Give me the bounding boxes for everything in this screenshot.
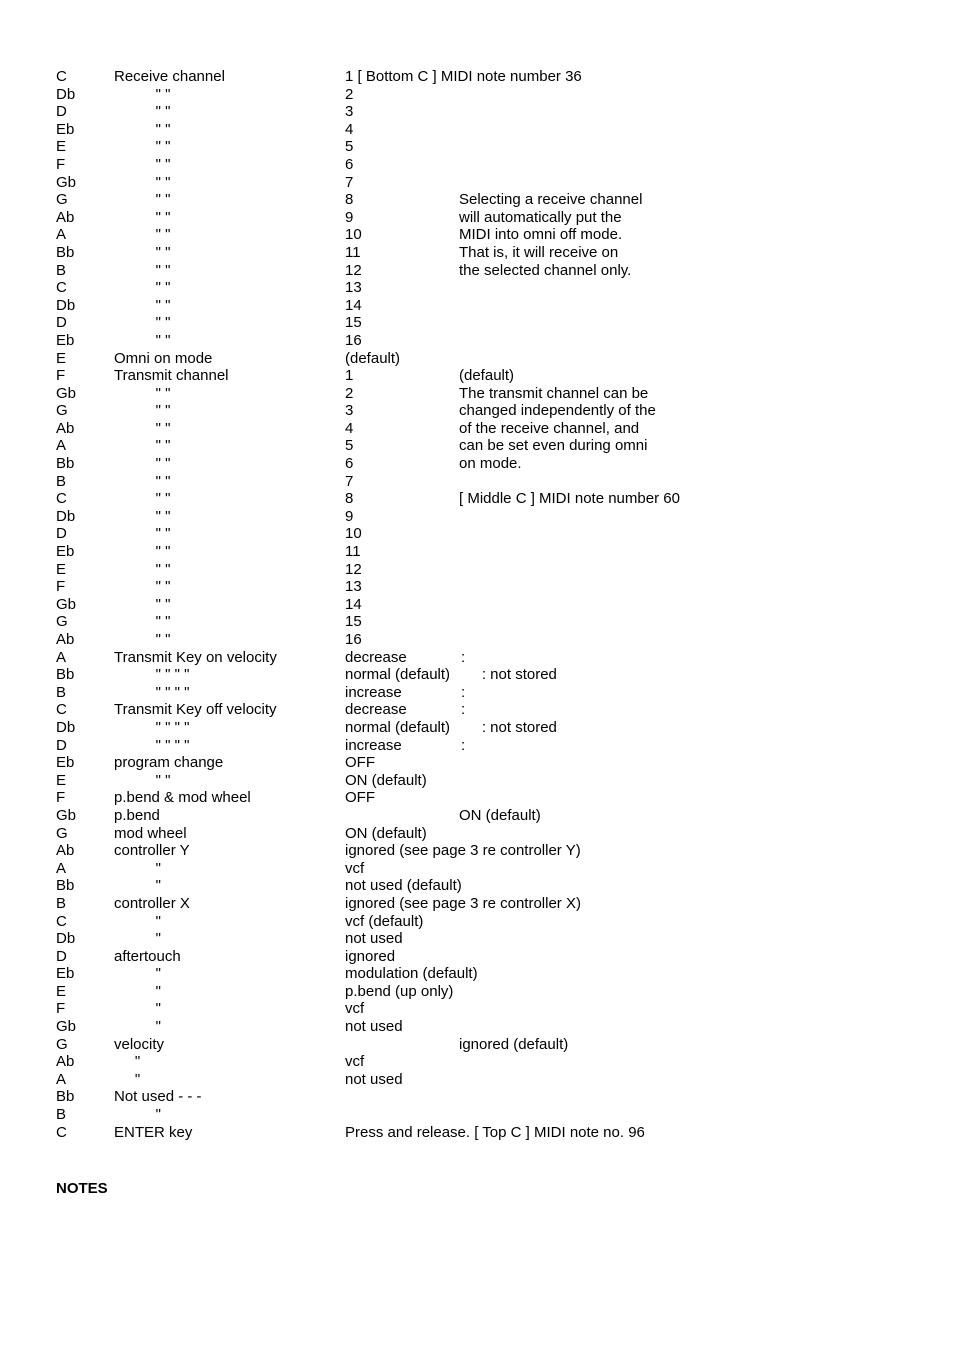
function-name: " [114,1106,161,1124]
function-name: " " [114,771,171,789]
setting-value: vcf [345,859,365,877]
setting-value: 14 [345,296,362,314]
table-row [56,719,916,737]
table-row [56,1088,916,1106]
setting-value: modulation (default) [345,965,478,983]
table-row [56,279,916,297]
setting-value: ON (default) [345,824,427,842]
table-row [56,807,916,825]
table-row [56,913,916,931]
table-row [56,490,916,508]
table-row [56,1071,916,1089]
key-note: Gb [56,173,77,191]
setting-description: can be set even during omni [459,437,648,455]
setting-value: 15 [345,613,362,631]
table-row [56,121,916,139]
setting-value: not used [345,1070,403,1088]
function-name: " " " " [114,683,190,701]
function-name: aftertouch [114,947,181,965]
key-note: F [56,367,66,385]
function-name: " " [114,226,171,244]
table-row [56,191,916,209]
table-row [56,930,916,948]
key-note: Bb [56,243,75,261]
key-note: G [56,191,68,209]
setting-value: 7 [345,173,354,191]
setting-value: OFF [345,754,375,772]
setting-value: 5 [345,437,354,455]
table-row [56,156,916,174]
function-name: " [114,982,161,1000]
table-row [56,455,916,473]
key-note: Eb [56,331,75,349]
function-name: " " [114,613,171,631]
setting-description: changed independently of the [459,402,656,420]
table-row [56,314,916,332]
function-name: " " [114,261,171,279]
function-name: " " [114,314,171,332]
setting-value: OFF [345,789,375,807]
table-row [56,1000,916,1018]
function-name: " " [114,595,171,613]
setting-value: 3 [345,103,354,121]
table-row [56,297,916,315]
notes-heading: NOTES [56,1180,108,1197]
setting-value: 4 [345,120,354,138]
setting-value: 10 [345,226,362,244]
key-note: E [56,349,67,367]
table-row [56,226,916,244]
table-row [56,754,916,772]
setting-value: normal (default) [345,666,451,684]
key-note: F [56,1000,66,1018]
function-name: " " [114,631,171,648]
function-name: " " [114,191,171,209]
setting-description: ON (default) [459,806,541,824]
key-note: C [56,68,67,85]
setting-value: 12 [345,560,362,578]
key-note: E [56,138,67,156]
key-note: E [56,560,67,578]
table-row [56,561,916,579]
setting-description: (default) [459,367,515,385]
table-row [56,666,916,684]
function-name: Receive channel [114,68,225,85]
key-note: Eb [56,965,75,983]
table-row [56,543,916,561]
storage-note: : [461,701,466,719]
function-name: " " " " [114,666,190,684]
function-name: velocity [114,1035,165,1053]
key-note: D [56,736,67,754]
function-name: " " [114,472,171,490]
function-name: " " " " [114,736,190,754]
key-note: E [56,771,67,789]
setting-value: 11 [345,243,361,261]
key-note: Eb [56,543,75,561]
setting-description: Selecting a receive channel [459,191,643,209]
key-note: B [56,894,67,912]
table-row [56,842,916,860]
key-note: E [56,982,67,1000]
key-note: Ab [56,419,75,437]
function-name: mod wheel [114,824,187,842]
key-note: Gb [56,806,77,824]
midi-settings-table [56,68,916,1141]
setting-value: 16 [345,631,362,648]
key-note: B [56,683,67,701]
setting-value: ignored [345,947,396,965]
function-name: ENTER key [114,1123,193,1141]
function-name: " [114,1018,161,1036]
table-row [56,701,916,719]
function-name: " [114,1000,161,1018]
key-note: C [56,490,67,508]
table-row [56,789,916,807]
setting-value: 13 [345,279,362,297]
setting-description: That is, it will receive on [459,243,619,261]
setting-description: on mode. [459,455,522,473]
setting-value: ignored (see page 3 re controller X) [345,894,581,912]
key-note: Ab [56,208,75,226]
function-name: " " [114,543,171,561]
table-row [56,772,916,790]
key-note: C [56,1123,67,1141]
setting-value: 2 [345,85,354,103]
key-note: B [56,1106,67,1124]
setting-value: p.bend (up only) [345,982,454,1000]
key-note: D [56,525,67,543]
setting-value: 4 [345,419,354,437]
function-name: " " [114,437,171,455]
key-note: Gb [56,1018,77,1036]
setting-value: 15 [345,314,362,332]
setting-value: vcf (default) [345,912,424,930]
function-name: " [114,1070,141,1088]
key-note: A [56,226,67,244]
key-note: D [56,314,67,332]
table-row [56,877,916,895]
key-note: Bb [56,455,75,473]
setting-description: of the receive channel, and [459,419,640,437]
function-name: " [114,1053,141,1071]
table-row [56,138,916,156]
key-note: D [56,947,67,965]
table-row [56,1106,916,1124]
table-row [56,737,916,755]
function-name: " " [114,384,171,402]
table-row [56,262,916,280]
key-note: Gb [56,384,77,402]
function-name: " " [114,243,171,261]
setting-description: The transmit channel can be [459,384,649,402]
function-name: " " [114,120,171,138]
setting-description: ignored (default) [459,1035,569,1053]
table-row [56,367,916,385]
function-name: Transmit channel [114,367,229,385]
table-row [56,525,916,543]
function-name: " [114,912,161,930]
table-row [56,420,916,438]
setting-value: vcf [345,1053,365,1071]
storage-note: : [461,736,466,754]
table-row [56,965,916,983]
key-note: Gb [56,595,77,613]
setting-value: ON (default) [345,771,427,789]
function-name: " " [114,490,171,508]
table-row [56,948,916,966]
key-note: G [56,824,68,842]
setting-value: ignored (see page 3 re controller Y) [345,842,581,860]
key-note: Db [56,85,76,103]
table-row [56,68,916,86]
key-note: D [56,103,67,121]
table-row [56,895,916,913]
function-name: " " [114,279,171,297]
key-note: B [56,472,67,490]
setting-value: decrease [345,648,407,666]
setting-value: 14 [345,595,362,613]
setting-value: 7 [345,472,354,490]
key-note: F [56,789,66,807]
table-row [56,1036,916,1054]
table-row [56,613,916,631]
table-row [56,103,916,121]
key-note: Db [56,296,76,314]
key-note: Db [56,930,76,948]
setting-value: 5 [345,138,354,156]
function-name: " [114,877,161,895]
key-note: C [56,701,67,719]
table-row [56,684,916,702]
setting-value: 3 [345,402,354,420]
key-note: Eb [56,120,75,138]
setting-value: 1 [345,367,354,385]
function-name: controller Y [114,842,190,860]
function-name: controller X [114,894,190,912]
function-name: " " [114,507,171,525]
table-row [56,1053,916,1071]
setting-value: not used [345,930,403,948]
setting-value: (default) [345,349,401,367]
table-row [56,631,916,649]
function-name: " " [114,455,171,473]
key-note: Ab [56,631,75,648]
storage-note: : [461,648,466,666]
key-note: Eb [56,754,75,772]
setting-description: MIDI into omni off mode. [459,226,623,244]
key-note: G [56,402,68,420]
table-row [56,209,916,227]
key-note: Db [56,718,76,736]
function-name: Not used - - - [114,1088,202,1106]
function-name: " " [114,560,171,578]
table-row [56,1018,916,1036]
setting-value: increase [345,736,402,754]
table-row [56,350,916,368]
function-name: program change [114,754,224,772]
key-note: Ab [56,842,75,860]
function-name: " " [114,85,171,103]
function-name: " " [114,331,171,349]
function-name: " " [114,578,171,596]
setting-value: 10 [345,525,362,543]
key-note: A [56,859,67,877]
table-row [56,983,916,1001]
function-name: " " [114,402,171,420]
key-note: F [56,155,66,173]
storage-note: : not stored [461,718,557,736]
function-name: " " [114,173,171,191]
setting-description: the selected channel only. [459,261,632,279]
table-row [56,596,916,614]
function-name: " [114,930,161,948]
key-note: G [56,1035,68,1053]
key-note: G [56,613,68,631]
table-row [56,174,916,192]
function-name: " " [114,138,171,156]
setting-description: will automatically put the [459,208,622,226]
table-row [56,649,916,667]
function-name: " [114,965,161,983]
setting-value: not used (default) [345,877,462,895]
key-note: A [56,1070,67,1088]
table-row [56,86,916,104]
function-name: Omni on mode [114,349,213,367]
table-row [56,332,916,350]
key-note: F [56,578,66,596]
setting-value: 13 [345,578,362,596]
setting-value: 6 [345,155,354,173]
function-name: " " [114,208,171,226]
key-note: Ab [56,1053,75,1071]
function-name: Transmit Key off velocity [114,701,277,719]
function-name: " [114,859,161,877]
key-note: A [56,437,67,455]
setting-value: decrease [345,701,407,719]
setting-value: vcf [345,1000,365,1018]
setting-value: 9 [345,507,354,525]
function-name: " " [114,525,171,543]
function-name: p.bend [114,806,160,824]
table-row [56,402,916,420]
function-name: " " [114,296,171,314]
table-row [56,860,916,878]
table-row [56,1124,916,1142]
table-row [56,508,916,526]
setting-value: increase [345,683,402,701]
key-note: A [56,648,67,666]
setting-value: 12 [345,261,362,279]
key-note: B [56,261,67,279]
function-name: " " [114,155,171,173]
table-row [56,473,916,491]
setting-value: not used [345,1018,403,1036]
setting-description: [ Middle C ] MIDI note number 60 [459,490,680,508]
table-row [56,578,916,596]
function-name: Transmit Key on velocity [114,648,277,666]
key-note: Bb [56,666,75,684]
setting-value: 11 [345,543,361,561]
function-name: " " [114,103,171,121]
table-row [56,825,916,843]
key-note: C [56,912,67,930]
key-note: Db [56,507,76,525]
setting-value: 1 [ Bottom C ] MIDI note number 36 [345,68,582,85]
table-row [56,385,916,403]
setting-value: Press and release. [ Top C ] MIDI note no. 96 [345,1123,645,1141]
setting-value: 9 [345,208,354,226]
function-name: " " [114,419,171,437]
setting-value: 2 [345,384,354,402]
storage-note: : not stored [461,666,557,684]
function-name: p.bend & mod wheel [114,789,251,807]
setting-value: 8 [345,490,354,508]
table-row [56,437,916,455]
setting-value: 8 [345,191,354,209]
key-note: C [56,279,67,297]
setting-value: 6 [345,455,354,473]
table-row [56,244,916,262]
storage-note: : [461,683,466,701]
setting-value: normal (default) [345,718,451,736]
setting-value: 16 [345,331,362,349]
function-name: " " " " [114,718,190,736]
key-note: Bb [56,877,75,895]
key-note: Bb [56,1088,75,1106]
